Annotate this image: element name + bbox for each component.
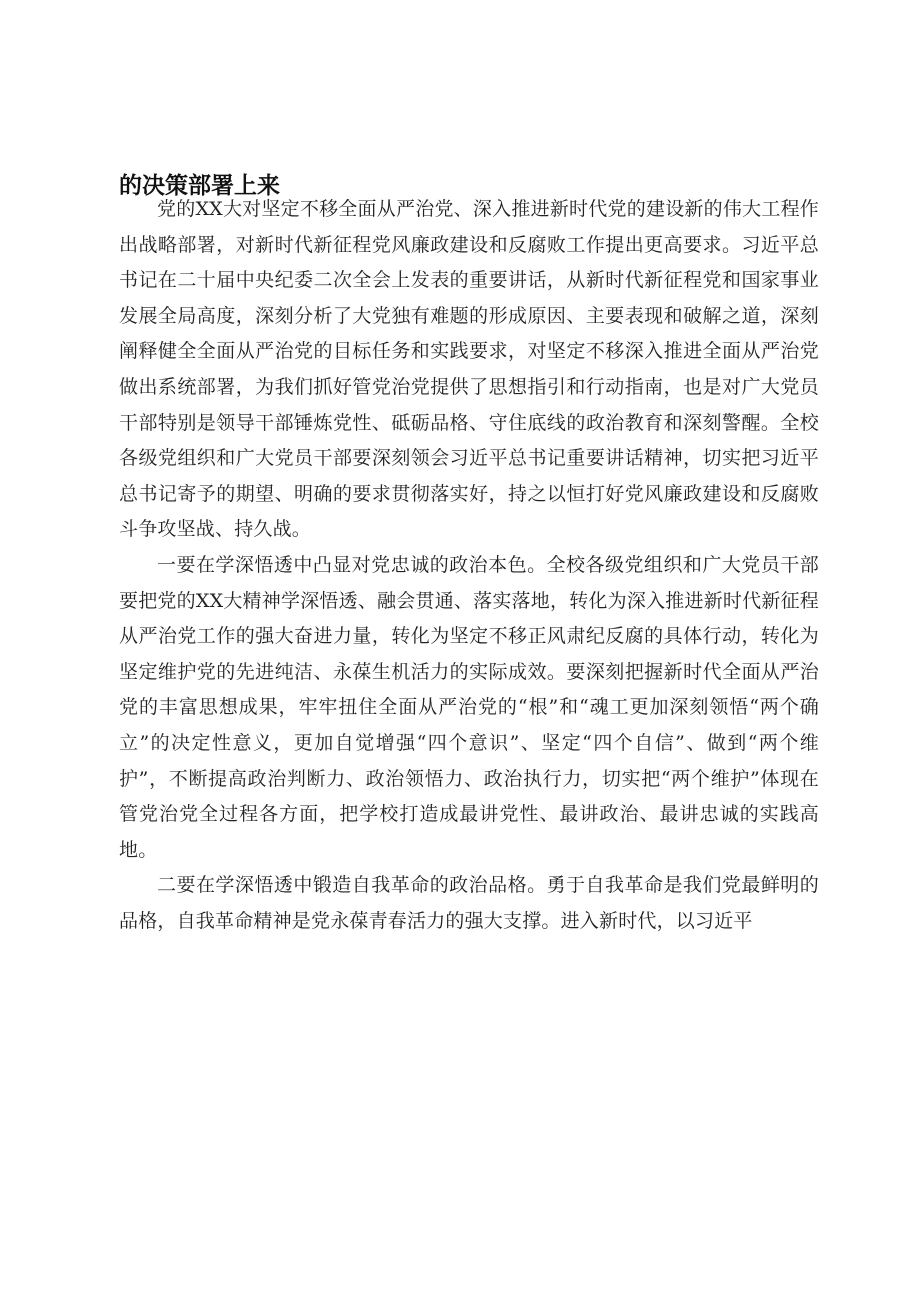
body-text: [119, 192, 819, 939]
paragraph-1: 党的XX大对坚定不移全面从严治党、深入推进新时代党的建设新的伟大工程作出战略部署，对新时代新征程党风廉政建设和反腐败工作提出更高要求。习近平总书记在二十届中央纪委二次全会上发表的重要讲话，从新时代新征程党和国家事业发展全局高度，深刻分析了大党独有难题的形成原因、主要表现和破解之道，深刻阐释健全全面从严治党的目标任务和实践要求，对坚定不移深入推进全面从严治党做出系统部署，为我们抓好管党治党提供了思想指引和行动指南，也是对广大党员干部特别是领导干部锤炼党性、砥砺品格、守住底线的政治教育和深刻警醒。全校各级党组织和广大党员干部要深刻领会习近平总书记重要讲话精神，切实把习近平总书记寄予的期望、明确的要求贯彻落实好，持之以恒打好党风廉政建设和反腐败斗争攻坚战、持久战。: [119, 198, 819, 541]
paragraph-3: 二要在学深悟透中锻造自我革命的政治品格。勇于自我革命是我们党最鲜明的品格，自我革命精神是党永葆青春活力的强大支撑。进入新时代，以习近平: [119, 874, 819, 932]
paragraph-2: 一要在学深悟透中凸显对党忠诚的政治本色。全校各级党组织和广大党员干部要把党的XX大精神学深悟透、融会贯通、落实落地，转化为深入推进新时代新征程从严治党工作的强大奋进力量，转化为坚定不移正风肃纪反腐的具体行动，转化为坚定维护党的先进纯洁、永葆生机活力的实际成效。要深刻把握新时代全面从严治党的丰富思想成果，牢牢扭住全面从严治党的“根”和“魂工更加深刻领悟“两个确立”的决定性意义，更加自觉增强“四个意识”、坚定“四个自信”、做到“两个维护”，不断提高政治判断力、政治领悟力、政治执行力，切实把“两个维护”体现在管党治党全过程各方面，把学校打造成最讲党性、最讲政治、最讲忠诚的实践高地。: [119, 553, 819, 861]
section-heading: 的决策部署上来: [119, 173, 280, 199]
